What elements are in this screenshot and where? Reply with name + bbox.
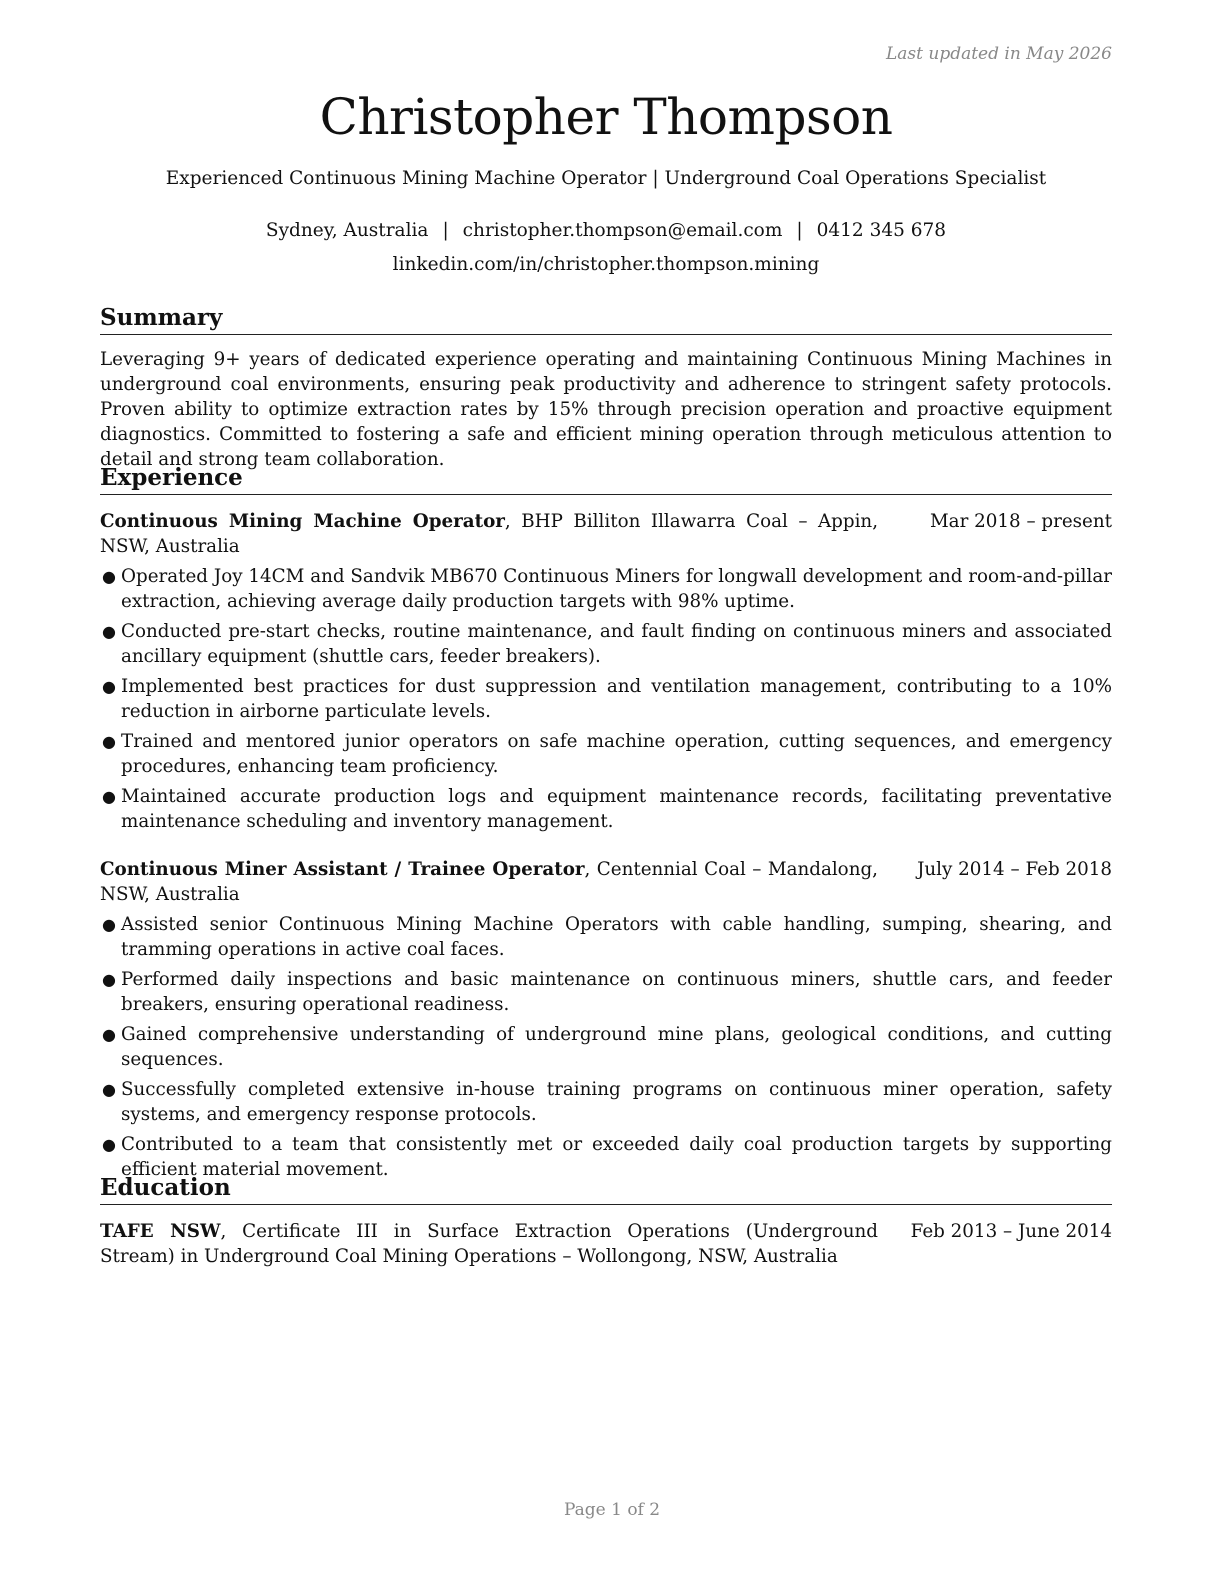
- job-entry: [100, 509, 1112, 834]
- summary-section: [100, 303, 1112, 472]
- list-item: ● Conducted pre-start checks, routine maintenance, and fault finding on continuous miners and associated ancillary equipment (shuttle cars, feeder breakers).: [102, 621, 1112, 667]
- job-org: , BHP Billiton Illawarra Coal – Appin, NSW, Australia: [100, 511, 879, 557]
- contact-separator: |: [442, 220, 449, 241]
- job-header: [100, 857, 1112, 907]
- job-role: Continuous Miner Assistant / Trainee Operator: [100, 859, 585, 880]
- candidate-name: Christopher Thompson: [319, 88, 893, 146]
- list-item: ● Successfully completed extensive in-house training programs on continuous miner operation, safety systems, and emergency response protocols.: [102, 1079, 1112, 1125]
- resume-page: [100, 0, 1112, 1584]
- summary-heading: Summary: [100, 303, 1112, 335]
- bullet-icon: ●: [102, 677, 116, 696]
- job-header: [100, 509, 1112, 559]
- job-role: Continuous Mining Machine Operator: [100, 511, 505, 532]
- bullet-icon: ●: [102, 567, 116, 586]
- job-entry: [100, 857, 1112, 1182]
- bullet-icon: ●: [102, 1025, 116, 1044]
- job-dates: July 2014 – Feb 2018: [917, 859, 1112, 880]
- bullet-icon: ●: [102, 915, 116, 934]
- experience-section: [100, 463, 1112, 1187]
- education-heading: Education: [100, 1173, 1112, 1205]
- bullet-icon: ●: [102, 1080, 116, 1099]
- job-org: , Centennial Coal – Mandalong, NSW, Australia: [100, 859, 878, 905]
- job-bullets: [100, 912, 1112, 1182]
- bullet-icon: ●: [102, 1135, 116, 1154]
- education-institution: TAFE NSW: [100, 1221, 221, 1242]
- job-bullets: [100, 564, 1112, 834]
- linkedin-link[interactable]: linkedin.com/in/christopher.thompson.mining: [392, 254, 820, 275]
- page-number: Page 1 of 2: [563, 1500, 661, 1520]
- education-header: [100, 1219, 1112, 1269]
- bullet-icon: ●: [102, 622, 116, 641]
- list-item: ● Gained comprehensive understanding of underground mine plans, geological conditions, and cutting sequences.: [102, 1024, 1112, 1070]
- list-item: ● Operated Joy 14CM and Sandvik MB670 Continuous Miners for longwall development and room-and-pillar extraction, achieving average daily production targets with 98% uptime.: [102, 566, 1112, 612]
- phone-number: 0412 345 678: [816, 220, 947, 241]
- education-dates: Feb 2013 – June 2014: [910, 1221, 1112, 1242]
- list-item: ● Assisted senior Continuous Mining Machine Operators with cable handling, sumping, shearing, and tramming operations in active coal faces.: [102, 914, 1112, 960]
- bullet-icon: ●: [102, 787, 116, 806]
- education-entry: [100, 1219, 1112, 1269]
- education-section: [100, 1173, 1112, 1269]
- list-item: ● Maintained accurate production logs and equipment maintenance records, facilitating preventative maintenance scheduling and inventory management.: [102, 786, 1112, 832]
- contact-separator: |: [796, 220, 803, 241]
- bullet-icon: ●: [102, 970, 116, 989]
- last-updated-note: Last updated in May 2026: [885, 44, 1112, 64]
- email-link[interactable]: christopher.thompson@email.com: [462, 220, 783, 241]
- experience-heading: Experience: [100, 463, 1112, 495]
- list-item: ● Trained and mentored junior operators on safe machine operation, cutting sequences, and emergency procedures, enhancing team proficiency.: [102, 731, 1112, 777]
- list-item: ● Performed daily inspections and basic maintenance on continuous miners, shuttle cars, and feeder breakers, ensuring operational readiness.: [102, 969, 1112, 1015]
- bullet-icon: ●: [102, 732, 116, 751]
- list-item: ● Implemented best practices for dust suppression and ventilation management, contributing to a 10% reduction in airborne particulate levels.: [102, 676, 1112, 722]
- summary-text: Leveraging 9+ years of dedicated experience operating and maintaining Continuous Mining Machines in underground coal environments, ensuring peak productivity and adherence to stringent safety protocols. Proven ability to optimize extraction rates by 15% through precision operation and proactive equipment diagnostics. Committed to fostering a safe and efficient mining operation through meticulous attention to detail and strong team collaboration.: [100, 349, 1112, 470]
- candidate-tagline: Experienced Continuous Mining Machine Operator | Underground Coal Operations Specialist: [165, 168, 1047, 189]
- contact-line: [100, 218, 1112, 244]
- job-dates: Mar 2018 – present: [929, 511, 1112, 532]
- location: Sydney, Australia: [265, 220, 429, 241]
- list-item: ● Contributed to a team that consistently met or exceeded daily coal production targets by supporting efficient material movement.: [102, 1134, 1112, 1180]
- education-detail: , Certificate III in Surface Extraction Operations (Underground Stream) in Underground Coal Mining Operations – Wollongong, NSW, Australia: [100, 1221, 878, 1267]
